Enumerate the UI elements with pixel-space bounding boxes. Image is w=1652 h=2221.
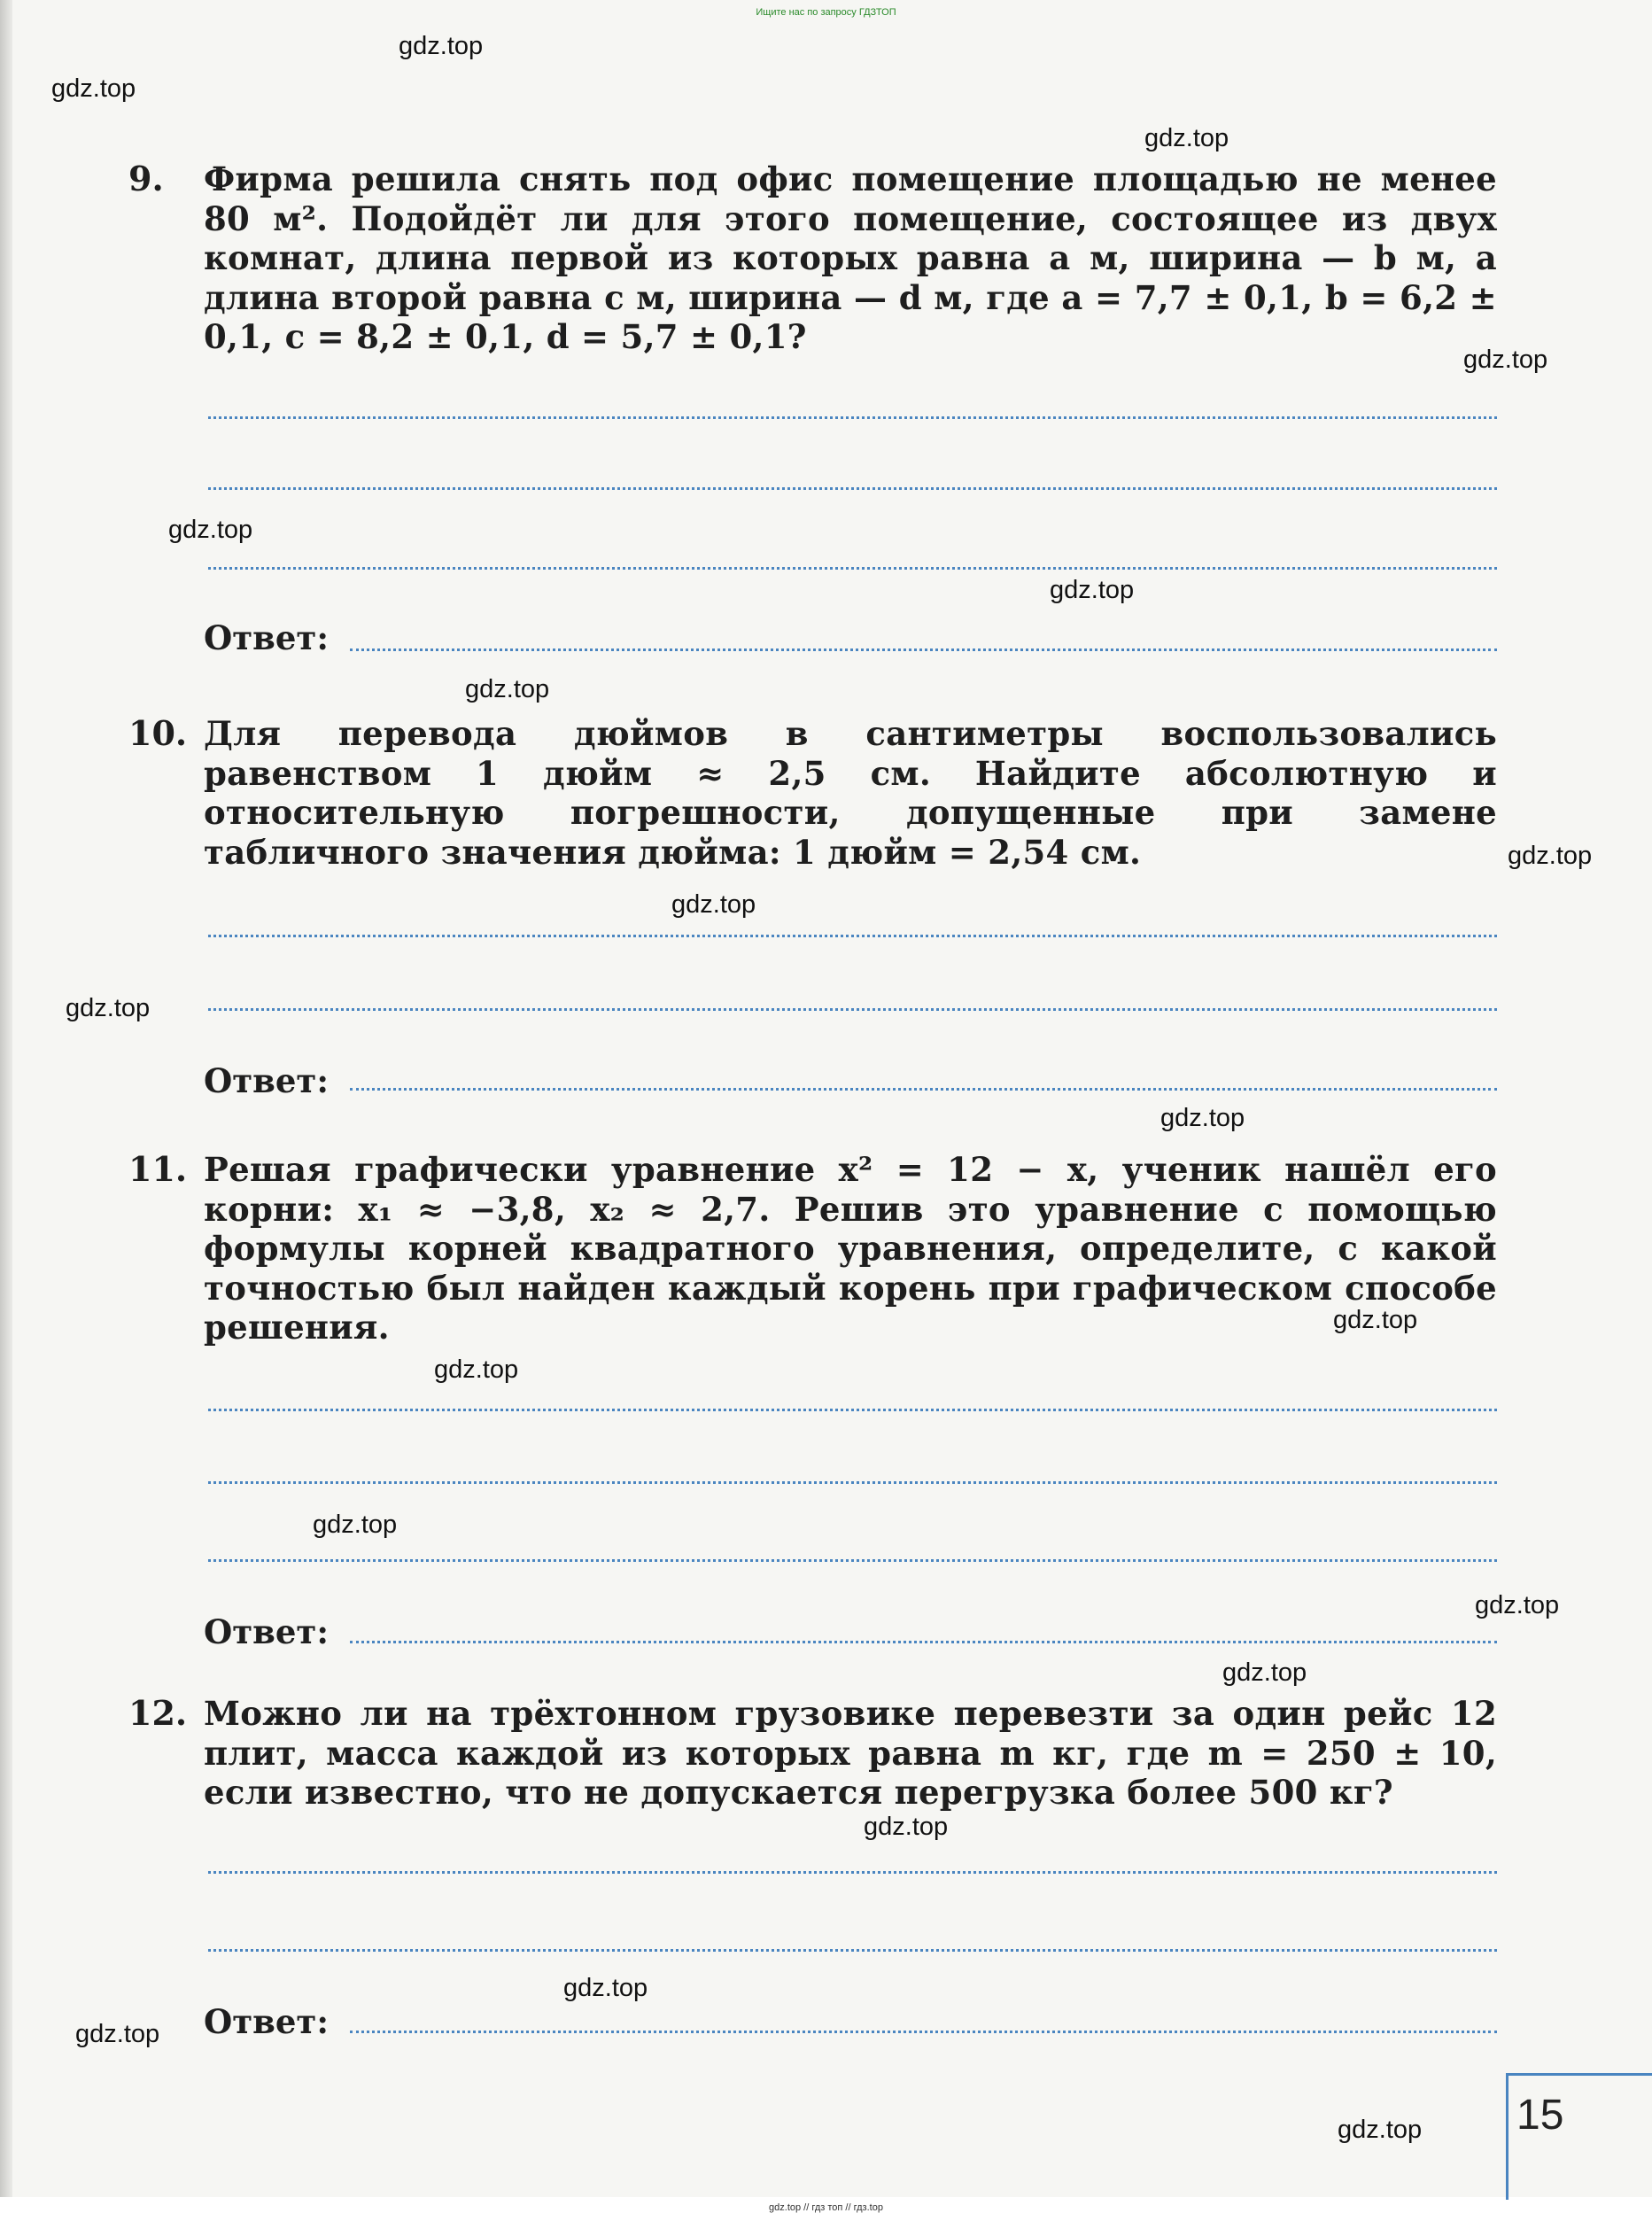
watermark: gdz.top	[671, 890, 756, 919]
answer-dotted-line[interactable]	[208, 1008, 1497, 1011]
answer-dotted-line[interactable]	[208, 1409, 1497, 1411]
top-note[interactable]: Ищите нас по запросу ГДЗТОП	[756, 7, 896, 18]
answer-dotted-line[interactable]	[208, 1871, 1497, 1874]
task-text: Можно ли на трёхтонном грузовике перевезти за один рейс 12 плит, масса каждой из которых равна m кг, где m = 250 ± 10, если известно, что не допускается перегрузка более 500 кг?	[204, 1694, 1497, 1812]
page-edge-shadow	[0, 0, 12, 2197]
page-number: 15	[1516, 2092, 1564, 2139]
task-text: Фирма решила снять под офис помещение площадью не менее 80 м². Подойдёт ли для этого помещение, состоящее из двух комнат, длина первой из которых равна a м, ширина — b м, а длина второй равна c м, ширина — d м, где a = 7,7 ± 0,1, b = 6,2 ± 0,1, c = 8,2 ± 0,1, d = 5,7 ± 0,1?	[204, 159, 1497, 356]
watermark: gdz.top	[75, 2020, 160, 2048]
watermark: gdz.top	[1160, 1104, 1245, 1132]
watermark: gdz.top	[51, 74, 136, 103]
watermark: gdz.top	[465, 675, 550, 703]
watermark: gdz.top	[1475, 1591, 1560, 1619]
answer-dotted-line[interactable]	[208, 935, 1497, 937]
answer-label: Ответ:	[204, 618, 329, 657]
task-text: Для перевода дюймов в сантиметры воспользовались равенством 1 дюйм ≈ 2,5 см. Найдите абсолютную и относительную погрешности, допущенные при замене табличного значения дюйма: 1 дюйм = 2,54 см.	[204, 714, 1497, 872]
answer-label: Ответ:	[204, 1612, 329, 1651]
watermark: gdz.top	[434, 1355, 519, 1384]
answer-dotted-line[interactable]	[208, 1481, 1497, 1484]
watermark: gdz.top	[313, 1510, 398, 1539]
task-number: 9.	[128, 159, 164, 198]
answer-dotted-line[interactable]	[208, 487, 1497, 490]
answer-field[interactable]	[350, 1088, 1497, 1091]
answer-dotted-line[interactable]	[208, 1949, 1497, 1952]
answer-field[interactable]	[350, 648, 1497, 651]
watermark: gdz.top	[399, 32, 484, 60]
watermark: gdz.top	[1508, 842, 1593, 870]
watermark: gdz.top	[66, 994, 151, 1022]
answer-dotted-line[interactable]	[208, 567, 1497, 570]
bottom-note[interactable]: gdz.top // гдз топ // гдз.top	[769, 2202, 883, 2213]
watermark: gdz.top	[563, 1974, 648, 2002]
watermark: gdz.top	[1222, 1658, 1307, 1687]
watermark: gdz.top	[168, 516, 253, 544]
task-number: 10.	[128, 713, 188, 753]
answer-dotted-line[interactable]	[208, 416, 1497, 419]
answer-label: Ответ:	[204, 2002, 329, 2041]
task-text: Решая графически уравнение x² = 12 − x, ученик нашёл его корни: x₁ ≈ −3,8, x₂ ≈ 2,7. Решив это уравнение с помощью формулы корней квадратного уравнения, определите, с какой точностью был найден каждый корень при графическом способе решения.	[204, 1150, 1497, 1347]
answer-dotted-line[interactable]	[208, 1559, 1497, 1562]
answer-field[interactable]	[350, 1641, 1497, 1643]
watermark: gdz.top	[1338, 2116, 1423, 2144]
answer-label: Ответ:	[204, 1061, 329, 1100]
watermark: gdz.top	[1333, 1306, 1418, 1334]
watermark: gdz.top	[1144, 124, 1229, 152]
watermark: gdz.top	[864, 1813, 949, 1841]
task-number: 11.	[128, 1149, 188, 1189]
answer-field[interactable]	[350, 2031, 1497, 2033]
watermark: gdz.top	[1463, 346, 1548, 374]
task-number: 12.	[128, 1693, 188, 1733]
watermark: gdz.top	[1050, 576, 1135, 604]
